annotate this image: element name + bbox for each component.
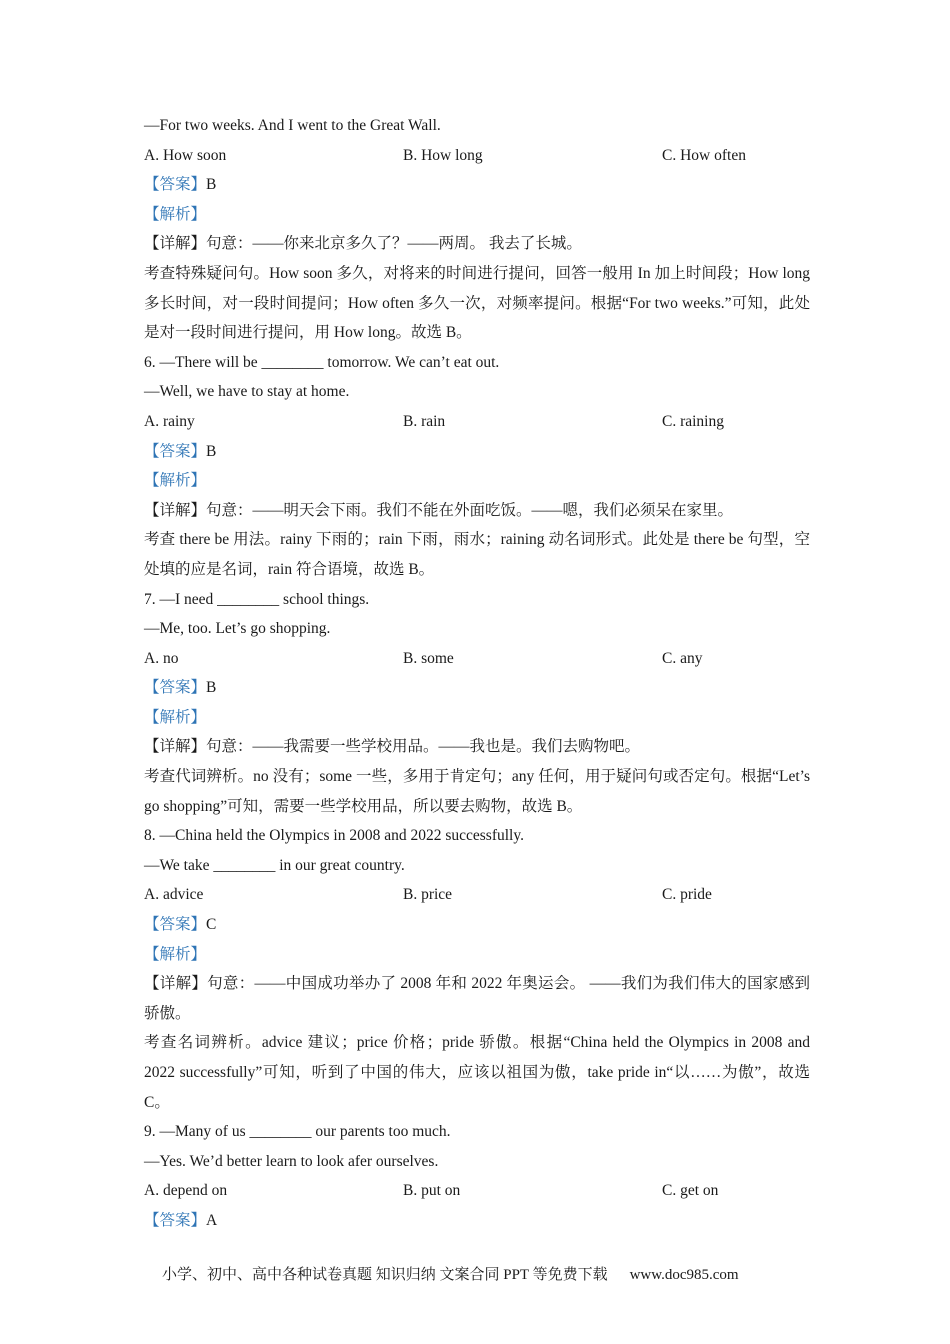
q5-option-a: A. How soon [144,146,227,164]
answer-value: B [206,442,217,460]
q6-option-a: A. rainy [144,412,195,430]
q9-option-c: C. get on [662,1182,719,1200]
q8-analysis-tag: 【解析】 [144,945,207,963]
answer-tag: 【答案】 [144,442,207,460]
page-footer [162,1263,802,1284]
q8-detail: 【详解】句意：——中国成功举办了 2008 年和 2022 年奥运会。 ——我们为我们伟大的国家感到骄傲。 [144,975,810,1022]
q8-options [144,880,810,910]
answer-value: B [206,176,217,194]
q8-question: 8. —China held the Olympics in 2008 and 2022 successfully. [144,827,524,845]
answer-value: A [206,1211,218,1229]
q6-detail: 【详解】句意：——明天会下雨。我们不能在外面吃饭。——嗯，我们必须呆在家里。 [144,501,734,519]
q9-reply: —Yes. We’d better learn to look afer ourselves. [144,1152,439,1170]
footer-text: 小学、初中、高中各种试卷真题 知识归纳 文案合同 PPT 等免费下载 [162,1267,608,1283]
q7-answer [144,673,810,703]
q8-option-c: C. pride [662,886,712,904]
document-body [144,111,810,1236]
q5-option-b: B. How long [403,146,483,164]
q6-option-b: B. rain [403,412,446,430]
footer-site-link[interactable]: www.doc985.com [629,1267,739,1283]
q5-answer [144,170,810,200]
q6-analysis-tag: 【解析】 [144,472,207,490]
q8-explanation: 考查名词辨析。advice 建议；price 价格；pride 骄傲。根据“China held the Olympics in 2008 and 2022 successfully”可知，听到了中国的伟大，应该以祖国为傲，take pride in“以……为傲”，故选 C。 [144,1034,810,1111]
answer-tag: 【答案】 [144,1211,207,1229]
q7-option-c: C. any [662,649,703,667]
q7-question: 7. —I need ________ school things. [144,590,370,608]
q5-reply: —For two weeks. And I went to the Great Wall. [144,117,441,134]
q7-option-a: A. no [144,649,179,667]
answer-value: C [206,916,217,934]
q8-option-b: B. price [403,886,453,904]
q5-option-c: C. How often [662,146,746,164]
q5-detail: 【详解】句意：——你来北京多久了？——两周。 我去了长城。 [144,235,582,253]
q8-option-a: A. advice [144,886,204,904]
q6-reply: —Well, we have to stay at home. [144,383,350,401]
q5-options [144,141,810,171]
answer-tag: 【答案】 [144,679,207,697]
q6-options [144,407,810,437]
q8-answer [144,910,810,940]
q7-options [144,644,810,674]
answer-value: B [206,679,217,697]
q7-analysis-tag: 【解析】 [144,708,207,726]
q6-question: 6. —There will be ________ tomorrow. We can’t eat out. [144,353,500,371]
q8-reply: —We take ________ in our great country. [144,856,405,874]
q9-answer [144,1206,810,1236]
q5-analysis-tag: 【解析】 [144,205,207,223]
q9-options [144,1176,810,1206]
q7-detail: 【详解】句意：——我需要一些学校用品。——我也是。我们去购物吧。 [144,738,641,756]
answer-tag: 【答案】 [144,176,207,194]
q7-reply: —Me, too. Let’s go shopping. [144,620,331,638]
q9-question: 9. —Many of us ________ our parents too much. [144,1123,451,1141]
q7-option-b: B. some [403,649,454,667]
q5-explanation: 考查特殊疑问句。How soon 多久，对将来的时间进行提问，回答一般用 In 加上时间段；How long 多长时间，对一段时间提问；How often 多久一次，对频率提问。根据“For two weeks.”可知，此处是对一段时间进行提问，用 How long。故选 B。 [144,264,810,342]
q6-explanation: 考查 there be 用法。rainy 下雨的；rain 下雨，雨水；raining 动名词形式。此处是 there be 句型，空处填的应是名词，rain 符合语境，故选 B。 [144,531,810,578]
q7-explanation: 考查代词辨析。no 没有；some 一些，多用于肯定句；any 任何，用于疑问句或否定句。根据“Let’s go shopping”可知，需要一些学校用品，所以要去购物，故选 B。 [144,768,810,815]
q6-option-c: C. raining [662,412,724,430]
q6-answer [144,437,810,467]
q9-option-b: B. put on [403,1182,461,1200]
q9-option-a: A. depend on [144,1182,228,1200]
answer-tag: 【答案】 [144,916,207,934]
